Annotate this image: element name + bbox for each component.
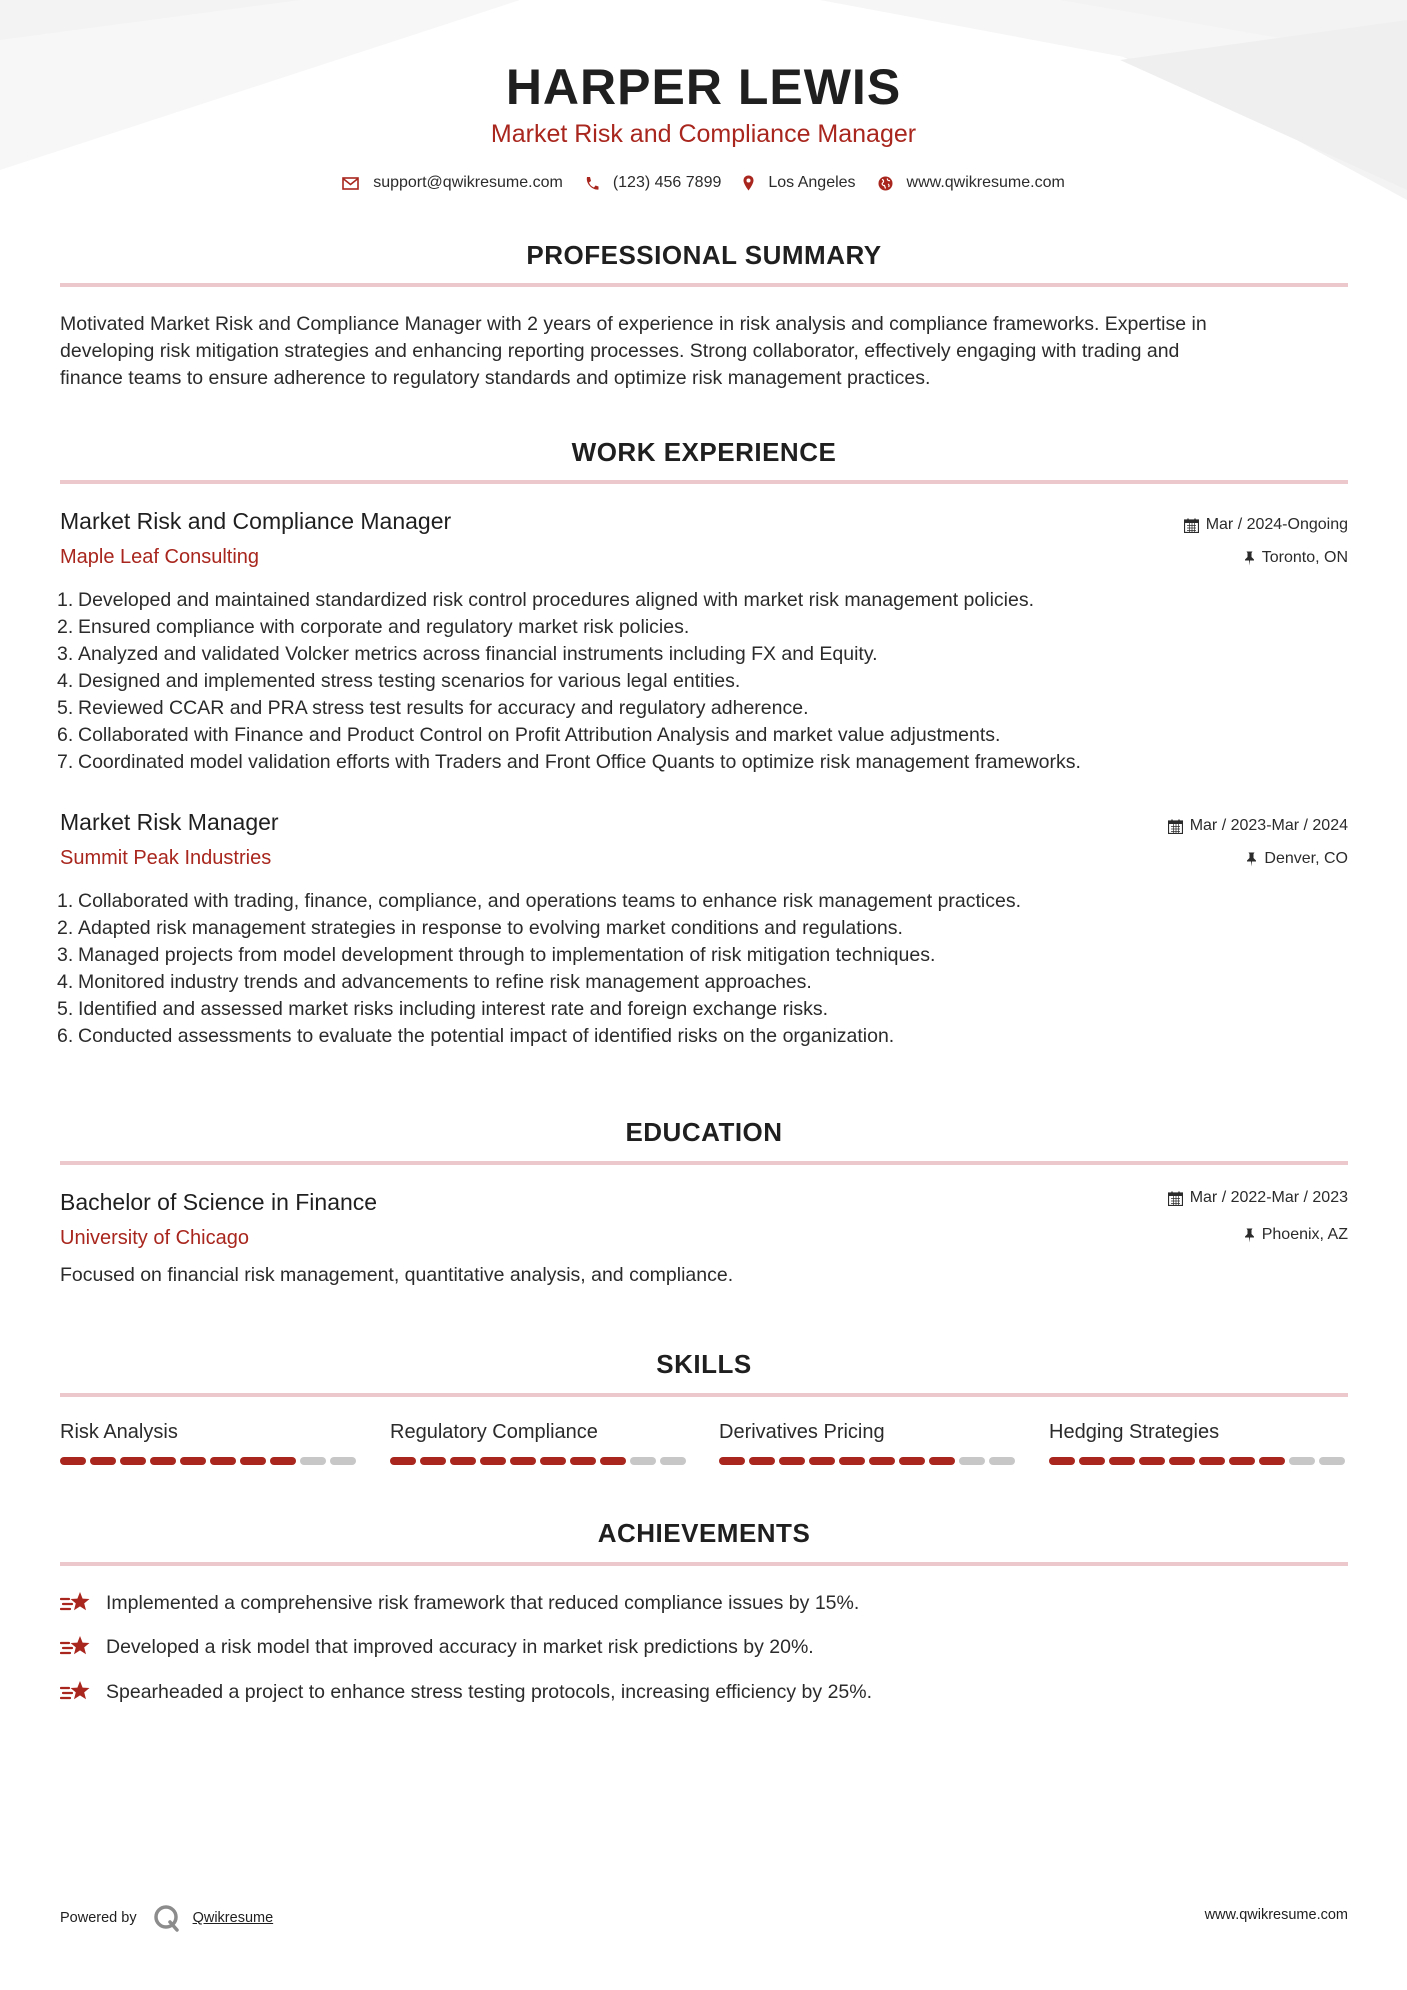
skill-segment-filled [1109,1457,1135,1465]
skills-heading: SKILLS [656,1349,752,1379]
calendar-icon [1184,518,1199,533]
skill-segment-filled [480,1457,506,1465]
achievements-divider [60,1562,1348,1566]
summary-text [60,311,1348,392]
skill-item [719,1421,1019,1465]
skill-label: Derivatives Pricing [719,1421,885,1443]
pushpin-icon [1244,1228,1255,1243]
contact-email[interactable] [342,174,563,192]
skill-segment-filled [450,1457,476,1465]
skill-segment-filled [150,1457,176,1465]
website-text: www.qwikresume.com [906,174,1065,191]
job-location-text: Denver, CO [1264,850,1348,867]
skill-segment-empty [630,1457,656,1465]
skill-segment-filled [270,1457,296,1465]
school-name: University of Chicago [60,1227,249,1249]
calendar-icon [1168,1191,1183,1206]
achievement-text: Developed a risk model that improved accuracy in market risk predictions by 20%. [106,1635,814,1658]
skill-segment-filled [1199,1457,1225,1465]
achievement-item [60,1679,872,1705]
skill-segment-empty [330,1457,356,1465]
phone-text: (123) 456 7899 [612,174,722,191]
job-location [1244,549,1348,567]
location-text: Los Angeles [768,174,856,191]
contact-website[interactable] [878,174,1065,192]
degree-title: Bachelor of Science in Finance [60,1189,378,1215]
list-item: 6. Conducted assessments to evaluate the potential impact of identified risks on the organization. [57,1025,895,1047]
education-description: Focused on financial risk management, quantitative analysis, and compliance. [60,1264,734,1286]
summary-line: developing risk mitigation strategies and enhancing reporting processes. Strong collaborator, effectively engaging with trading and [60,340,1180,362]
summary-divider [60,283,1348,287]
education-location-text: Phoenix, AZ [1261,1226,1348,1243]
envelope-icon [342,177,359,190]
achievement-text: Spearheaded a project to enhance stress testing protocols, increasing efficiency by 25%. [106,1680,873,1703]
skill-segment-filled [570,1457,596,1465]
skill-segment-filled [1229,1457,1255,1465]
job-dates [1184,516,1348,534]
skill-segment-filled [90,1457,116,1465]
skill-label: Regulatory Compliance [390,1421,598,1443]
map-pin-icon [743,175,754,191]
skill-item [60,1421,360,1465]
skill-label: Risk Analysis [60,1421,178,1443]
skill-segment-filled [510,1457,536,1465]
list-item: 6. Collaborated with Finance and Product Control on Profit Attribution Analysis and market value adjustments. [57,724,1001,746]
skill-segment-filled [1259,1457,1285,1465]
email-text: support@qwikresume.com [373,174,563,191]
skill-segment-empty [959,1457,985,1465]
skill-segment-empty [1319,1457,1345,1465]
contact-location [743,174,855,192]
list-item: 2. Ensured compliance with corporate and regulatory market risk policies. [57,616,690,638]
skill-item [390,1421,690,1465]
skill-segment-filled [600,1457,626,1465]
list-item: 3. Analyzed and validated Volcker metrics across financial instruments including FX and Equity. [57,643,878,665]
skill-label: Hedging Strategies [1049,1421,1220,1443]
job-dates-text: Mar / 2023-Mar / 2024 [1189,817,1348,834]
job-dates-text: Mar / 2024-Ongoing [1205,516,1348,533]
skill-segment-filled [749,1457,775,1465]
job-location [1246,850,1348,868]
education-heading: EDUCATION [625,1117,783,1147]
job-title: Market Risk and Compliance Manager [60,508,452,534]
contact-phone[interactable] [585,174,722,192]
achievement-text: Implemented a comprehensive risk framework that reduced compliance issues by 15%. [106,1591,860,1614]
skill-meter [719,1457,1019,1465]
achievements-heading: ACHIEVEMENTS [597,1518,811,1548]
skill-meter [60,1457,360,1465]
skill-segment-filled [1079,1457,1105,1465]
star-award-icon [60,1679,92,1705]
candidate-title: Market Risk and Compliance Manager [490,120,917,148]
education-dates [1168,1189,1348,1207]
qwikresume-logo-icon [153,1904,181,1932]
achievement-item [60,1590,859,1616]
list-item: 4. Designed and implemented stress testing scenarios for various legal entities. [57,670,741,692]
list-item: 2. Adapted risk management strategies in response to evolving market conditions and regulations. [57,917,903,939]
skill-segment-empty [1289,1457,1315,1465]
experience-divider [60,480,1348,484]
pushpin-icon [1244,551,1255,566]
education-divider [60,1161,1348,1165]
skill-segment-filled [420,1457,446,1465]
job-bullets [57,888,1360,1050]
skills-divider [60,1393,1348,1397]
company-name: Summit Peak Industries [60,847,272,869]
contact-bar [0,174,1407,192]
globe-icon [878,176,893,191]
phone-icon [585,176,599,191]
pushpin-icon [1246,852,1257,867]
experience-heading: WORK EXPERIENCE [571,437,837,467]
list-item: 4. Monitored industry trends and advancements to refine risk management approaches. [57,971,812,993]
star-award-icon [60,1590,92,1616]
company-name: Maple Leaf Consulting [60,546,260,568]
skill-segment-filled [869,1457,895,1465]
skill-meter [390,1457,690,1465]
job-title: Market Risk Manager [60,809,279,835]
list-item: 5. Identified and assessed market risks including interest rate and foreign exchange risks. [57,998,829,1020]
skill-segment-filled [60,1457,86,1465]
summary-heading: PROFESSIONAL SUMMARY [526,240,882,270]
footer-website[interactable]: www.qwikresume.com [1204,1907,1348,1923]
star-award-icon [60,1634,92,1660]
summary-line: finance teams to ensure adherence to regulatory standards and optimize risk management practices. [60,367,931,389]
skill-segment-empty [300,1457,326,1465]
skill-segment-filled [180,1457,206,1465]
list-item: 3. Managed projects from model development through to implementation of risk mitigation techniques. [57,944,936,966]
summary-line: Motivated Market Risk and Compliance Manager with 2 years of experience in risk analysis and compliance frameworks. Expertise in [60,313,1207,335]
skill-segment-filled [540,1457,566,1465]
job-dates [1168,817,1348,835]
skill-segment-filled [809,1457,835,1465]
skill-segment-filled [210,1457,236,1465]
job-bullets [57,587,1360,776]
skill-segment-filled [1139,1457,1165,1465]
qwikresume-link[interactable]: Qwikresume [192,1910,274,1926]
skill-segment-filled [839,1457,865,1465]
candidate-name: HARPER LEWIS [505,59,902,115]
skill-segment-filled [390,1457,416,1465]
list-item: 1. Collaborated with trading, finance, compliance, and operations teams to enhance risk management practices. [57,890,1022,912]
list-item: 7. Coordinated model validation efforts with Traders and Front Office Quants to optimize risk management frameworks. [57,751,1081,773]
list-item: 5. Reviewed CCAR and PRA stress test results for accuracy and regulatory adherence. [57,697,809,719]
job-location-text: Toronto, ON [1261,549,1348,566]
skill-segment-filled [899,1457,925,1465]
footer-powered-by [60,1904,273,1932]
skill-segment-empty [660,1457,686,1465]
skill-segment-filled [1169,1457,1195,1465]
powered-by-label: Powered by [60,1910,137,1926]
education-location [1244,1226,1348,1244]
skill-segment-filled [120,1457,146,1465]
skill-segment-filled [779,1457,805,1465]
skill-segment-filled [240,1457,266,1465]
calendar-icon [1168,819,1183,834]
skill-segment-empty [989,1457,1015,1465]
skill-meter [1049,1457,1349,1465]
education-dates-text: Mar / 2022-Mar / 2023 [1189,1189,1348,1206]
list-item: 1. Developed and maintained standardized risk control procedures aligned with market risk management policies. [57,589,1035,611]
skill-segment-filled [1049,1457,1075,1465]
skill-item [1049,1421,1349,1465]
achievement-item [60,1634,814,1660]
skill-segment-filled [719,1457,745,1465]
skill-segment-filled [929,1457,955,1465]
